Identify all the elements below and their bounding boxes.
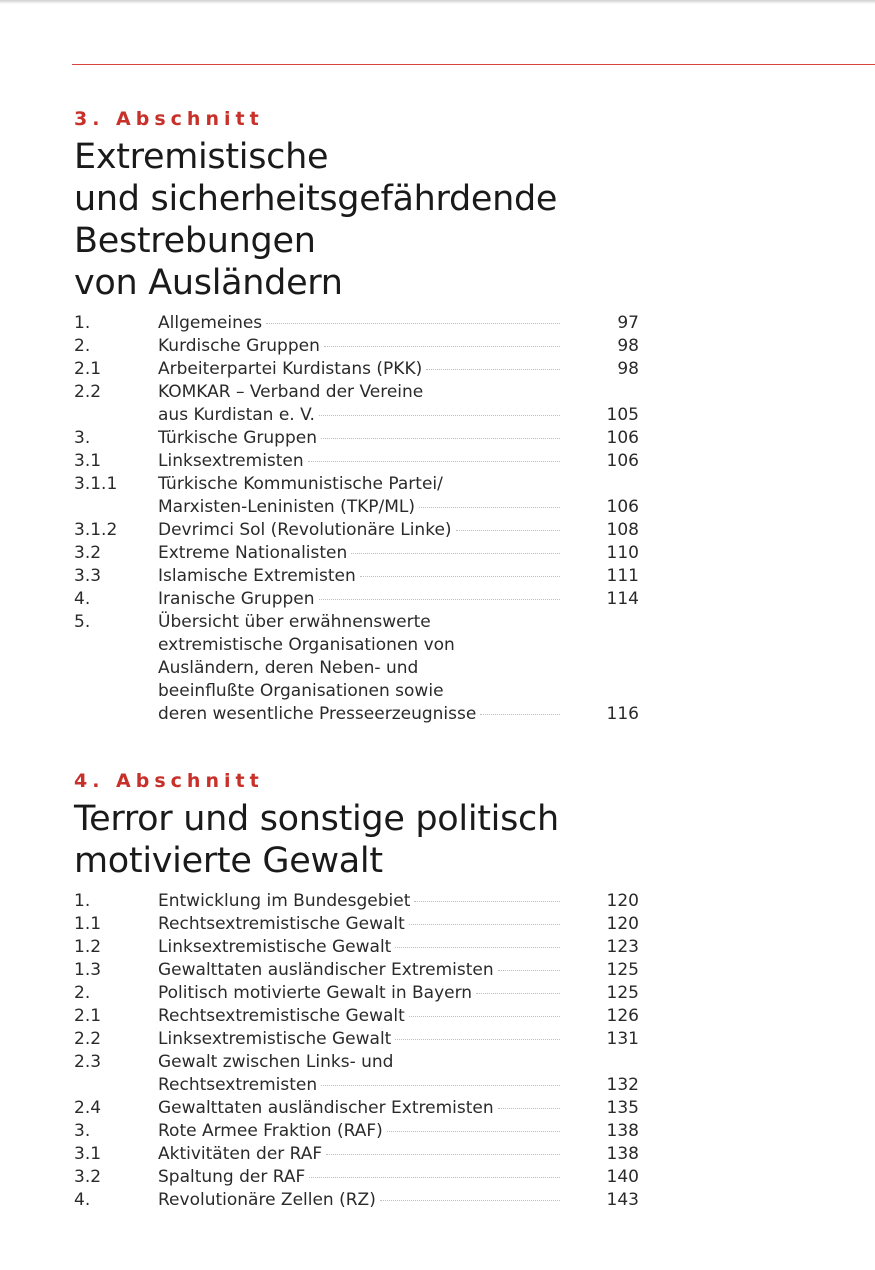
toc-entry-page: 120	[606, 891, 639, 911]
toc-entry-text: deren wesentliche Presseerzeugnisse	[158, 704, 477, 724]
toc-entry-page: 138	[606, 1121, 639, 1141]
toc-entry-title-line	[158, 1028, 564, 1051]
toc-entry-title-line	[158, 1189, 564, 1212]
toc-entry-text: Allgemeines	[158, 313, 263, 333]
toc-entry-text: extremistische Organisationen von	[158, 635, 455, 655]
toc-entry-title-line	[158, 1097, 564, 1120]
toc-entry-text: Politisch motivierte Gewalt in Bayern	[158, 983, 473, 1003]
toc-entry-title-line	[158, 381, 564, 404]
toc-entry-title	[158, 1051, 564, 1097]
toc-entry-title	[158, 1166, 564, 1189]
toc-entry-title	[158, 1028, 564, 1051]
toc-entry-page: 132	[606, 1075, 639, 1095]
section-label: 3. Abschnitt	[74, 108, 264, 130]
toc-entry	[74, 1051, 639, 1097]
toc-entry-title-line	[158, 657, 564, 680]
toc-entry-text: Extreme Nationalisten	[158, 543, 348, 563]
section-title-line: Extremistische	[74, 137, 329, 177]
toc-entry	[74, 335, 639, 358]
toc-entry-title-line	[158, 335, 564, 358]
dot-leader	[326, 1154, 560, 1155]
toc-entry	[74, 381, 639, 427]
dot-leader	[409, 1016, 560, 1017]
toc-entry-title-line	[158, 890, 564, 913]
toc-entry-text: Devrimci Sol (Revolutionäre Linke)	[158, 520, 452, 540]
toc-entry-text: Gewalt zwischen Links- und	[158, 1052, 394, 1072]
toc-entry-text: Türkische Kommunistische Partei/	[158, 474, 443, 494]
dot-leader	[387, 1131, 560, 1132]
toc-entry-text: Rechtsextremistische Gewalt	[158, 914, 405, 934]
toc-entry-title	[158, 1189, 564, 1212]
toc-entry-title	[158, 890, 564, 913]
toc-entry-page: 116	[606, 704, 639, 724]
toc-entry-text: aus Kurdistan e. V.	[158, 405, 315, 425]
toc-entry-text: Linksextremisten	[158, 451, 304, 471]
toc-entry-number: 3.	[74, 428, 91, 448]
toc-entry	[74, 611, 639, 726]
dot-leader	[426, 369, 560, 370]
toc-entry-title	[158, 1120, 564, 1143]
toc-entry-number: 3.3	[74, 566, 102, 586]
toc-entry-page: 131	[606, 1029, 639, 1049]
toc-entry-text: Gewalttaten ausländischer Extremisten	[158, 1098, 494, 1118]
toc-entry-page: 108	[606, 520, 639, 540]
toc-entry-page: 106	[606, 428, 639, 448]
toc-entry-title	[158, 1143, 564, 1166]
toc-entry-title-line	[158, 496, 564, 519]
toc-entry-text: Gewalttaten ausländischer Extremisten	[158, 960, 494, 980]
toc-entry-title-line	[158, 936, 564, 959]
dot-leader	[321, 438, 560, 439]
toc-entry-text: Entwicklung im Bundesgebiet	[158, 891, 411, 911]
toc-entry	[74, 1166, 639, 1189]
toc-entry-title	[158, 611, 564, 726]
toc-entry-number: 2.2	[74, 382, 102, 402]
toc-entry-text: Kurdische Gruppen	[158, 336, 320, 356]
toc-entry-title-line	[158, 982, 564, 1005]
toc-entry-title-line	[158, 427, 564, 450]
toc-entry-title	[158, 450, 564, 473]
header-rule	[72, 64, 875, 65]
toc-entry-number: 5.	[74, 612, 91, 632]
toc-entry-page: 123	[606, 937, 639, 957]
dot-leader	[498, 970, 560, 971]
dot-leader	[414, 901, 560, 902]
toc-entry-title	[158, 358, 564, 381]
toc-entry-text: Übersicht über erwähnenswerte	[158, 612, 431, 632]
toc-entry-number: 2.3	[74, 1052, 102, 1072]
toc-entry-page: 98	[617, 336, 639, 356]
toc-entry-page: 106	[606, 451, 639, 471]
toc-entry	[74, 1189, 639, 1212]
toc-entry-title-line	[158, 404, 564, 427]
toc-entry	[74, 588, 639, 611]
section-3	[74, 108, 639, 726]
toc-entry-title	[158, 1005, 564, 1028]
toc-entry-text: Spaltung der RAF	[158, 1167, 306, 1187]
toc-entry	[74, 1005, 639, 1028]
toc-entry	[74, 450, 639, 473]
toc-entry-number: 2.1	[74, 359, 102, 379]
toc-entry	[74, 312, 639, 335]
toc-entry-title	[158, 519, 564, 542]
dot-leader	[324, 346, 560, 347]
toc-entry-title	[158, 312, 564, 335]
toc-entry-number: 4.	[74, 589, 91, 609]
toc-entry-number: 2.2	[74, 1029, 102, 1049]
dot-leader	[308, 461, 560, 462]
dot-leader	[321, 1085, 560, 1086]
toc-entry	[74, 959, 639, 982]
dot-leader	[456, 530, 560, 531]
toc-entry-page: 138	[606, 1144, 639, 1164]
toc-entry-page: 140	[606, 1167, 639, 1187]
toc-entry-number: 2.	[74, 336, 91, 356]
toc-entry-page: 106	[606, 497, 639, 517]
section-title-line: von Ausländern	[74, 263, 343, 303]
toc-entry	[74, 1097, 639, 1120]
dot-leader	[351, 553, 560, 554]
page-top-edge	[0, 0, 875, 4]
toc-entry-title-line	[158, 680, 564, 703]
toc-entry-title	[158, 588, 564, 611]
toc-entry-text: Ausländern, deren Neben- und	[158, 658, 419, 678]
dot-leader	[480, 714, 560, 715]
toc-entry-number: 1.1	[74, 914, 102, 934]
section-title	[74, 136, 639, 304]
section-title-line: Terror und sonstige politisch	[74, 799, 559, 839]
toc-entry-title	[158, 335, 564, 358]
toc-entry	[74, 1028, 639, 1051]
toc-entry	[74, 913, 639, 936]
toc-entry-text: Linksextremistische Gewalt	[158, 1029, 392, 1049]
dot-leader	[498, 1108, 560, 1109]
toc-entry-text: KOMKAR – Verband der Vereine	[158, 382, 424, 402]
toc-entry-text: Türkische Gruppen	[158, 428, 317, 448]
toc-entry-number: 1.	[74, 313, 91, 333]
toc-entry-text: Linksextremistische Gewalt	[158, 937, 392, 957]
toc-entry-page: 114	[606, 589, 639, 609]
toc-entry-title-line	[158, 1143, 564, 1166]
toc-entry-title-line	[158, 358, 564, 381]
toc-entry-page: 135	[606, 1098, 639, 1118]
section-title-line: motivierte Gewalt	[74, 841, 383, 881]
toc-entry-title-line	[158, 588, 564, 611]
toc-entry-page: 111	[606, 566, 639, 586]
toc-entry-page: 125	[606, 960, 639, 980]
toc-entry-text: Rote Armee Fraktion (RAF)	[158, 1121, 383, 1141]
toc-entry	[74, 542, 639, 565]
toc-entry-text: Rechtsextremistische Gewalt	[158, 1006, 405, 1026]
dot-leader	[395, 947, 560, 948]
toc-entry-number: 3.2	[74, 543, 102, 563]
toc-entry-number: 1.2	[74, 937, 102, 957]
toc-entry-text: Revolutionäre Zellen (RZ)	[158, 1190, 376, 1210]
toc-entry-title-line	[158, 634, 564, 657]
toc-entry-number: 4.	[74, 1190, 91, 1210]
dot-leader	[409, 924, 560, 925]
toc-entry	[74, 427, 639, 450]
dot-leader	[380, 1200, 560, 1201]
dot-leader	[319, 599, 560, 600]
toc-entry-text: Islamische Extremisten	[158, 566, 356, 586]
toc-entry-title	[158, 565, 564, 588]
toc-entry-page: 105	[606, 405, 639, 425]
toc-entry-number: 2.	[74, 983, 91, 1003]
toc-entry-number: 3.	[74, 1121, 91, 1141]
toc-entry	[74, 982, 639, 1005]
dot-leader	[419, 507, 560, 508]
toc-entry-page: 110	[606, 543, 639, 563]
dot-leader	[319, 415, 560, 416]
toc-entry	[74, 473, 639, 519]
toc-entry	[74, 890, 639, 913]
toc-entry-title-line	[158, 611, 564, 634]
toc-entry-title	[158, 913, 564, 936]
toc-entry-title	[158, 381, 564, 427]
dot-leader	[309, 1177, 560, 1178]
toc-entry-title-line	[158, 703, 564, 726]
dot-leader	[360, 576, 560, 577]
toc-entry-title-line	[158, 565, 564, 588]
dot-leader	[266, 323, 560, 324]
toc-entry-number: 3.1.1	[74, 474, 118, 494]
toc-entry-page: 120	[606, 914, 639, 934]
toc-entry-text: Rechtsextremisten	[158, 1075, 318, 1095]
toc-entry-title	[158, 936, 564, 959]
section-4	[74, 770, 639, 1212]
section-title	[74, 798, 639, 882]
toc-entry-title-line	[158, 1120, 564, 1143]
toc-entry-text: Iranische Gruppen	[158, 589, 315, 609]
toc-entry-number: 3.1.2	[74, 520, 118, 540]
toc-entry-title-line	[158, 450, 564, 473]
section-label: 4. Abschnitt	[74, 770, 264, 792]
section-title-line: und sicherheitsgefährdende	[74, 179, 558, 219]
toc-entry-title-line	[158, 1005, 564, 1028]
toc-entry-page: 97	[617, 313, 639, 333]
dot-leader	[476, 993, 560, 994]
toc-entry-text: beeinflußte Organisationen sowie	[158, 681, 444, 701]
toc-entry-title-line	[158, 312, 564, 335]
toc-entry-text: Arbeiterpartei Kurdistans (PKK)	[158, 359, 423, 379]
toc-list	[74, 312, 639, 726]
toc-entry	[74, 1120, 639, 1143]
toc-entry	[74, 565, 639, 588]
toc-entry-title-line	[158, 1051, 564, 1074]
toc-entry-number: 1.	[74, 891, 91, 911]
toc-entry-number: 2.4	[74, 1098, 102, 1118]
toc-entry-number: 1.3	[74, 960, 102, 980]
toc-entry-page: 98	[617, 359, 639, 379]
toc-entry-text: Aktivitäten der RAF	[158, 1144, 323, 1164]
toc-entry-title	[158, 473, 564, 519]
toc-entry-number: 2.1	[74, 1006, 102, 1026]
toc-entry-page: 126	[606, 1006, 639, 1026]
toc-entry-title-line	[158, 519, 564, 542]
toc-entry-title-line	[158, 542, 564, 565]
toc-entry-text: Marxisten-Leninisten (TKP/ML)	[158, 497, 415, 517]
toc-entry-title	[158, 1097, 564, 1120]
toc-entry-number: 3.2	[74, 1167, 102, 1187]
toc-entry	[74, 358, 639, 381]
toc-entry-title-line	[158, 913, 564, 936]
toc-entry-title	[158, 427, 564, 450]
toc-entry-page: 125	[606, 983, 639, 1003]
toc-entry-title-line	[158, 1074, 564, 1097]
toc-entry	[74, 936, 639, 959]
toc-entry-title	[158, 982, 564, 1005]
dot-leader	[395, 1039, 560, 1040]
toc-entry-title-line	[158, 473, 564, 496]
toc-entry-number: 3.1	[74, 1144, 102, 1164]
toc-entry-title-line	[158, 1166, 564, 1189]
toc-list	[74, 890, 639, 1212]
toc-entry-title	[158, 542, 564, 565]
toc-entry-title	[158, 959, 564, 982]
toc-entry	[74, 519, 639, 542]
toc-entry-page: 143	[606, 1190, 639, 1210]
section-title-line: Bestrebungen	[74, 221, 316, 261]
toc-entry-title-line	[158, 959, 564, 982]
toc-entry	[74, 1143, 639, 1166]
toc-entry-number: 3.1	[74, 451, 102, 471]
